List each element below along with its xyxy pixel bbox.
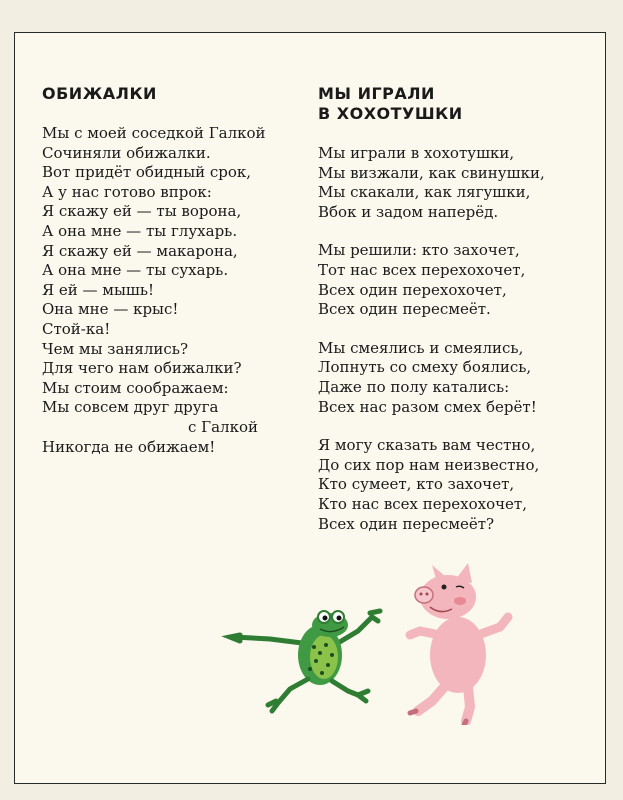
poem-line: Даже по полу катались: — [318, 377, 510, 396]
poem-line: Мы визжали, как свинушки, — [318, 163, 545, 182]
poem-line: Тот нас всех перехохочет, — [318, 260, 526, 279]
stanza — [318, 241, 578, 319]
poem-line: Я скажу ей — макарона, — [42, 241, 238, 260]
poem-line: Всех один перехохочет, — [318, 280, 507, 299]
poem-line: Мы скакали, как лягушки, — [318, 183, 531, 202]
stanza — [318, 436, 578, 534]
poem-line: Мы стоим соображаем: — [42, 378, 229, 397]
poem-line: Никогда не обижаем! — [42, 437, 216, 456]
poem-line: Всех нас разом смех берёт! — [318, 397, 537, 416]
illustration — [220, 555, 520, 725]
poem-line: Кто сумеет, кто захочет, — [318, 475, 515, 494]
poem-line: Мы совсем друг друга — [42, 398, 219, 417]
poem-body — [318, 144, 578, 534]
poem-line: До сих пор нам неизвестно, — [318, 455, 540, 474]
poem-line: А у нас готово впрок: — [42, 182, 212, 201]
poem-line: А она мне — ты глухарь. — [42, 221, 238, 240]
poem-line: Я могу сказать вам честно, — [318, 436, 536, 455]
poem-line: Лопнуть со смеху боялись, — [318, 358, 532, 377]
stanza — [318, 144, 578, 222]
poem-line: А она мне — ты сухарь. — [42, 261, 229, 280]
poem-line: Мы играли в хохотушки, — [318, 144, 515, 162]
poem-line: Для чего нам обижалки? — [42, 359, 242, 378]
pig-icon — [410, 563, 508, 725]
poem-line: Чем мы занялись? — [42, 339, 189, 358]
poem-line: Сочиняли обижалки. — [42, 143, 211, 162]
frog-icon — [230, 611, 380, 711]
poem-title-line: МЫ ИГРАЛИ — [318, 84, 435, 103]
poem-line: Я ей — мышь! — [42, 280, 155, 299]
poem-title — [318, 84, 578, 124]
poem-line: Стой-ка! — [42, 319, 111, 338]
poem-line: Всех один пересмеёт. — [318, 300, 491, 319]
poem-line: Вбок и задом наперёд. — [318, 202, 499, 221]
poem-line: Я скажу ей — ты ворона, — [42, 202, 242, 221]
stanza — [318, 339, 578, 417]
poem-line: Мы с моей соседкой Галкой — [42, 124, 266, 142]
poem-line: Мы решили: кто захочет, — [318, 241, 520, 260]
poem-line: Всех один пересмеёт? — [318, 514, 495, 533]
poem-line: Вот придёт обидный срок, — [42, 163, 252, 182]
poem-line: Мы смеялись и смеялись, — [318, 338, 524, 357]
poem-line: с Галкой — [188, 417, 258, 436]
poem-title-line: В ХОХОТУШКИ — [318, 104, 463, 123]
poem-khokhotushki — [318, 84, 578, 534]
poem-line: Она мне — крыс! — [42, 300, 179, 319]
poem-title: ОБИЖАЛКИ — [42, 84, 157, 103]
poem-line: Кто нас всех перехохочет, — [318, 494, 527, 513]
poem-body — [42, 124, 302, 457]
poem-obizhalki — [42, 84, 302, 457]
